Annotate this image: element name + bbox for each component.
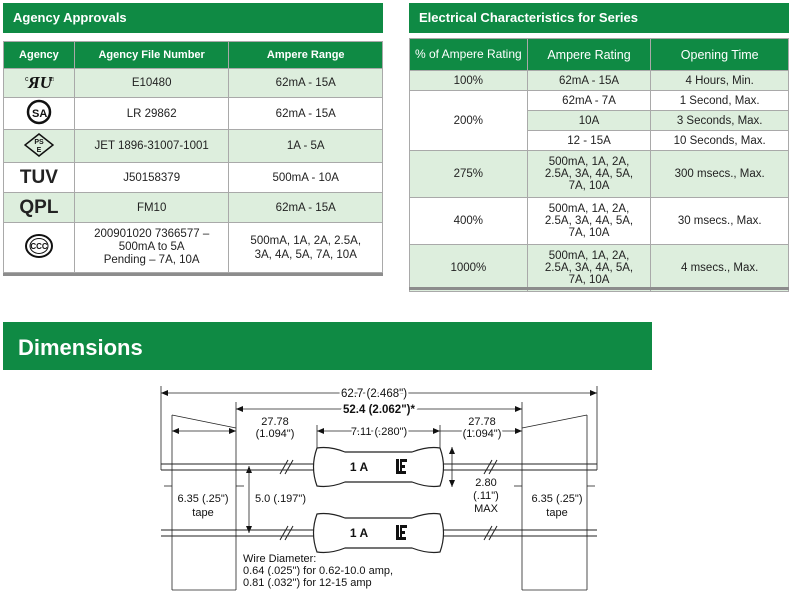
fuse-rating-label-top: 1 A	[349, 460, 369, 474]
table-row: CCC 200901020 7366577 – 500mA to 5A Pending – 7A, 10A 500mA, 1A, 2A, 2.5A, 3A, 4A, 5A, 7A, 10A	[4, 223, 383, 273]
dimension-lines	[161, 386, 597, 590]
lead-right-label: 27.78	[468, 416, 496, 428]
svg-text:us: us	[48, 76, 54, 83]
table-row: PS E JET 1896-31007-1001 1A - 5A	[4, 130, 383, 163]
table-row: 100% 62mA - 15A 4 Hours, Min.	[410, 71, 789, 91]
svg-text:c: c	[24, 75, 29, 83]
lead-right-inch-label: (1.094")	[462, 428, 502, 440]
inner-length-label: 52.4 (2.062")*	[343, 404, 415, 416]
agency-col-header: Agency	[4, 42, 75, 69]
wire-diameter-line-2: 0.81 (.032") for 12-15 amp	[243, 577, 372, 589]
ampere-rating-col-header: Ampere Rating	[527, 39, 651, 71]
fuse-body-bottom	[314, 514, 444, 553]
tuv-logo: TUV	[4, 163, 75, 193]
opening-time-col-header: Opening Time	[651, 39, 789, 71]
lead-left-inch-label: (1.094")	[255, 428, 295, 440]
table-row: 12 - 15A 10 Seconds, Max.	[410, 131, 789, 151]
agency-approvals-title: Agency Approvals	[13, 10, 127, 25]
tape-right-label: 6.35 (.25")	[531, 493, 583, 505]
qpl-logo: QPL	[4, 193, 75, 223]
tape-left-label: 6.35 (.25")	[177, 493, 229, 505]
electrical-title: Electrical Characteristics for Series	[419, 10, 638, 25]
table-row: 1000% 500mA, 1A, 2A, 2.5A, 3A, 4A, 5A, 7A, 10A 4 msecs., Max.	[410, 245, 789, 292]
pitch-label: 5.0 (.197")	[255, 493, 306, 505]
wire-diameter-title: Wire Diameter:	[243, 553, 317, 565]
svg-text:SA: SA	[31, 108, 48, 120]
diameter-max-label: MAX	[474, 503, 498, 515]
table-row: 400% 500mA, 1A, 2A, 2.5A, 3A, 4A, 5A, 7A, 10A 30 msecs., Max.	[410, 198, 789, 245]
svg-text:E: E	[36, 146, 42, 154]
svg-text:CCC: CCC	[30, 242, 48, 251]
lead-left-label: 27.78	[261, 416, 289, 428]
diameter-mm-label: 2.80	[475, 477, 497, 489]
table-row: 10A 3 Seconds, Max.	[410, 111, 789, 131]
pct-col-header: % of Ampere Rating	[410, 39, 528, 71]
wire-diameter-line-1: 0.64 (.025") for 0.62-10.0 amp,	[243, 565, 394, 577]
file-number-col-header: Agency File Number	[74, 42, 229, 69]
svg-text:PS: PS	[34, 138, 44, 146]
littelfuse-logo-icon	[396, 459, 407, 540]
tape-right-word: tape	[546, 507, 568, 519]
table-row: ЯU c us E10480 62mA - 15A	[4, 69, 383, 98]
ampere-range-col-header: Ampere Range	[229, 42, 383, 69]
svg-text:ЯU: ЯU	[27, 72, 52, 91]
table-row: 200% 62mA - 7A 1 Second, Max.	[410, 91, 789, 111]
fuse-rating-label-bottom: 1 A	[349, 526, 369, 540]
fuse-body-top	[314, 448, 444, 487]
table-row: 275% 500mA, 1A, 2A, 2.5A, 3A, 4A, 5A, 7A, 10A 300 msecs., Max.	[410, 151, 789, 198]
overall-length-label: 62.7 (2.468")	[340, 388, 408, 400]
body-length-label: 7.11 (.280")	[350, 426, 408, 438]
table-row: TUV J50158379 500mA - 10A	[4, 163, 383, 193]
diameter-inch-label: (.11")	[473, 490, 499, 502]
dimensions-title: Dimensions	[18, 335, 143, 360]
table-row: SA LR 29862 62mA - 15A	[4, 98, 383, 130]
table-row: QPL FM10 62mA - 15A	[4, 193, 383, 223]
tape-left-word: tape	[192, 507, 214, 519]
